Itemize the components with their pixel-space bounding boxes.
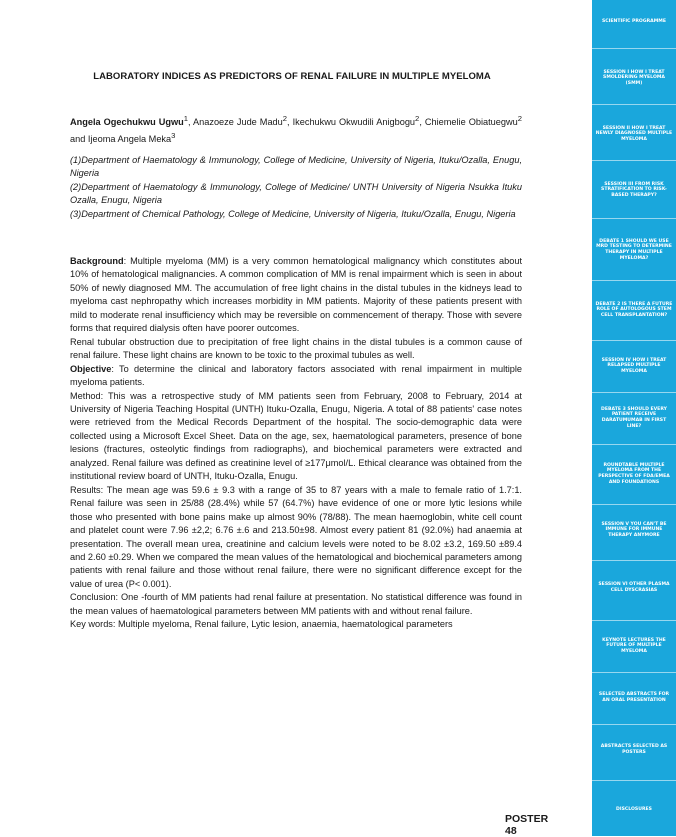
divider xyxy=(592,504,676,505)
divider xyxy=(592,620,676,621)
paragraph-2: Renal tubular obstruction due to precipitation of free light chains in the distal tubules is a common cause of renal failure. These light chains are known to be toxic to the proximal tubules as well. xyxy=(70,336,522,361)
affiliations xyxy=(70,154,522,221)
sidebar-item-disclosures[interactable]: DISCLOSURES xyxy=(616,807,652,813)
sidebar-item-keynote-lectures[interactable]: KEYNOTE LECTURES THE FUTURE OF MULTIPLE MYELOMA xyxy=(602,637,666,654)
sidebar-item-session-5[interactable]: SESSION V YOU CAN'T BE IMMUNE FOR IMMUNE THERAPY ANYMORE xyxy=(601,521,667,538)
divider xyxy=(592,392,676,393)
objective-text: : To determine the clinical and laboratory factors associated with renal impairment in multiple myeloma patients. xyxy=(70,363,522,388)
sidebar-item-scientific-programme[interactable]: SCIENTIFIC PROGRAMME xyxy=(602,19,666,25)
keywords-paragraph: Key words: Multiple myeloma, Renal failure, Lytic lesion, anaemia, haematological parameters xyxy=(70,619,453,630)
author-text: , Anazoeze Jude Madu xyxy=(187,117,283,128)
divider xyxy=(592,104,676,105)
sidebar-item-debate-2[interactable]: DEBATE 2 IS THERE A FUTURE ROLE OF AUTOLOGOUS STEM CELL TRANSPLANTATION? xyxy=(595,301,673,318)
affiliation-1: (1)Department of Haematology & Immunology, College of Medicine, University of Nigeria, Ituku/Ozalla, Enugu, Nigeria xyxy=(70,155,522,179)
objective-label: Objective xyxy=(70,363,112,374)
affil-ref: 2 xyxy=(517,114,523,123)
author-text: , Chiemelie Obiatuegwu xyxy=(419,117,518,128)
divider xyxy=(592,218,676,219)
first-author: Angela Ogechukwu Ugwu xyxy=(70,117,184,128)
sidebar-item-session-3[interactable]: SESSION III FROM RISK STRATIFICATION TO RISK-BASED THERAPY? xyxy=(601,181,667,198)
background-paragraph xyxy=(70,255,522,336)
author-text: and Ijeoma Angela Meka xyxy=(70,134,172,145)
sidebar-nav xyxy=(592,0,676,836)
author-list xyxy=(70,112,522,147)
sidebar-item-abstracts-posters[interactable]: ABSTRACTS SELECTED AS POSTERS xyxy=(600,744,668,755)
divider xyxy=(592,780,676,781)
conclusion-paragraph: Conclusion: One -fourth of MM patients had renal failure at presentation. No statistical difference was found in the mean values of haematological parameters between MM patients with and without renal failure. xyxy=(70,592,522,616)
divider xyxy=(592,672,676,673)
sidebar-item-session-2[interactable]: SESSION II HOW I TREAT NEWLY DIAGNOSED MULTIPLE MYELOMA xyxy=(595,125,673,142)
divider xyxy=(592,340,676,341)
sidebar-item-session-1[interactable]: SESSION I HOW I TREAT SMOLDERING MYELOMA (SMM) xyxy=(603,69,665,86)
background-text: : Multiple myeloma (MM) is a very common hematological malignancy which constitutes about 10% of hematological malignancies. A common complication of MM is renal impairment which is seen in about 50% of newly diagnosed MM. The accumulation of free light chains in the distal tubules in the kidneys lead to myeloma cast nephropathy which increases morbidity in MM patients. Majority of these patients present with mild to moderate renal insufficiency which may be reversible on commencement of therapy. Those with severe forms that required dialysis often have poorer outcomes. xyxy=(70,256,522,334)
objective-paragraph xyxy=(70,363,522,390)
article-title: LABORATORY INDICES AS PREDICTORS OF RENAL FAILURE IN MULTIPLE MYELOMA xyxy=(93,71,491,82)
sidebar-item-session-4[interactable]: SESSION IV HOW I TREAT RELAPSED MULTIPLE MYELOMA xyxy=(601,357,667,374)
affil-ref: 2 xyxy=(415,114,420,123)
affil-ref: 1 xyxy=(183,114,188,123)
article xyxy=(70,0,549,837)
sidebar-item-debate-1[interactable]: DEBATE 1 SHOULD WE USE MRD TESTING TO DETERMINE THERAPY IN MULTIPLE MYELOMA? xyxy=(596,238,672,261)
divider xyxy=(592,280,676,281)
method-paragraph: Method: This was a retrospective study of MM patients seen from February, 2008 to February, 2014 at University of Nigeria Teaching Hospital (UNTH) Ituku-Ozalla, Enugu, Nigeria. A total of 88 patients' case notes were retrieved from the Medical Records Department of the hospital. The socio-demographic data were collected using a Microsoft Excel Sheet. Data on the age, sex, haematological parameters, presence of bone lesions (fractures, osteolytic findings from radiographs), and biochemical parameters were extracted and analyzed. Renal failure was defined as creatinine level of ≥177μmol/L. Ethical clearance was obtained from the institutional review board of UNTH, Ituku-Ozalla, Enugu. xyxy=(70,390,522,482)
divider xyxy=(592,160,676,161)
abstract-body xyxy=(70,255,522,632)
sidebar-item-roundtable[interactable]: ROUNDTABLE MULTIPLE MYELOMA FROM THE PERSPECTIVE OF FDA/EMEA AND FOUNDATIONS xyxy=(598,462,670,485)
divider xyxy=(592,48,676,49)
affil-ref: 2 xyxy=(282,114,288,123)
results-paragraph: Results: The mean age was 59.6 ± 9.3 with a range of 35 to 87 years with a male to female ratio of 1.7:1. Renal failure was seen in 25/88 (28.4%) while 57 (64.7%) have evidence of one or more lytic lesions while those who presented with bone pains make up almost 90% (78/88). The mean haemoglobin, white cell count and platelet count were 7.96 ±2,2; 6.76 ±.6 and 213.50±98. Almost every patient 81 (92.0%) had anaemia at presentation. The overall mean urea, creatinine and calcium levels were noted to be 8.02 ±3.2, 169.50 ±89.4 and 2.60 ±0.29. When we compared the mean values of the hematological and biochemical parameters among patients with renal failure and those without renal failure, there were no significant difference except for the value of urea (P< 0.001). xyxy=(70,484,522,589)
divider xyxy=(592,444,676,445)
author-text: , Ikechukwu Okwudili Anigbogu xyxy=(287,117,416,128)
poster-label: POSTER 48 xyxy=(505,813,549,837)
divider xyxy=(592,560,676,561)
affiliation-2: (2)Department of Haematology & Immunology, College of Medicine/ UNTH University of Nigeria Nsukka Ituku Ozalla, Enugu, Nigeria xyxy=(70,181,522,206)
affil-ref: 3 xyxy=(171,131,176,141)
sidebar-item-selected-abstracts-oral[interactable]: SELECTED ABSTRACTS FOR AN ORAL PRESENTATION xyxy=(598,692,670,703)
affiliation-3: (3)Department of Chemical Pathology, College of Medicine, University of Nigeria, Ituku/Ozalla, Enugu, Nigeria xyxy=(70,208,516,219)
divider xyxy=(592,724,676,725)
sidebar-item-session-6[interactable]: SESSION VI OTHER PLASMA CELL DYSCRASIAS xyxy=(598,582,670,593)
sidebar-item-debate-3[interactable]: DEBATE 3 SHOULD EVERY PATIENT RECEIVE DARATUMUMAB IN FIRST LINE? xyxy=(601,406,667,429)
background-label: Background xyxy=(70,256,124,266)
